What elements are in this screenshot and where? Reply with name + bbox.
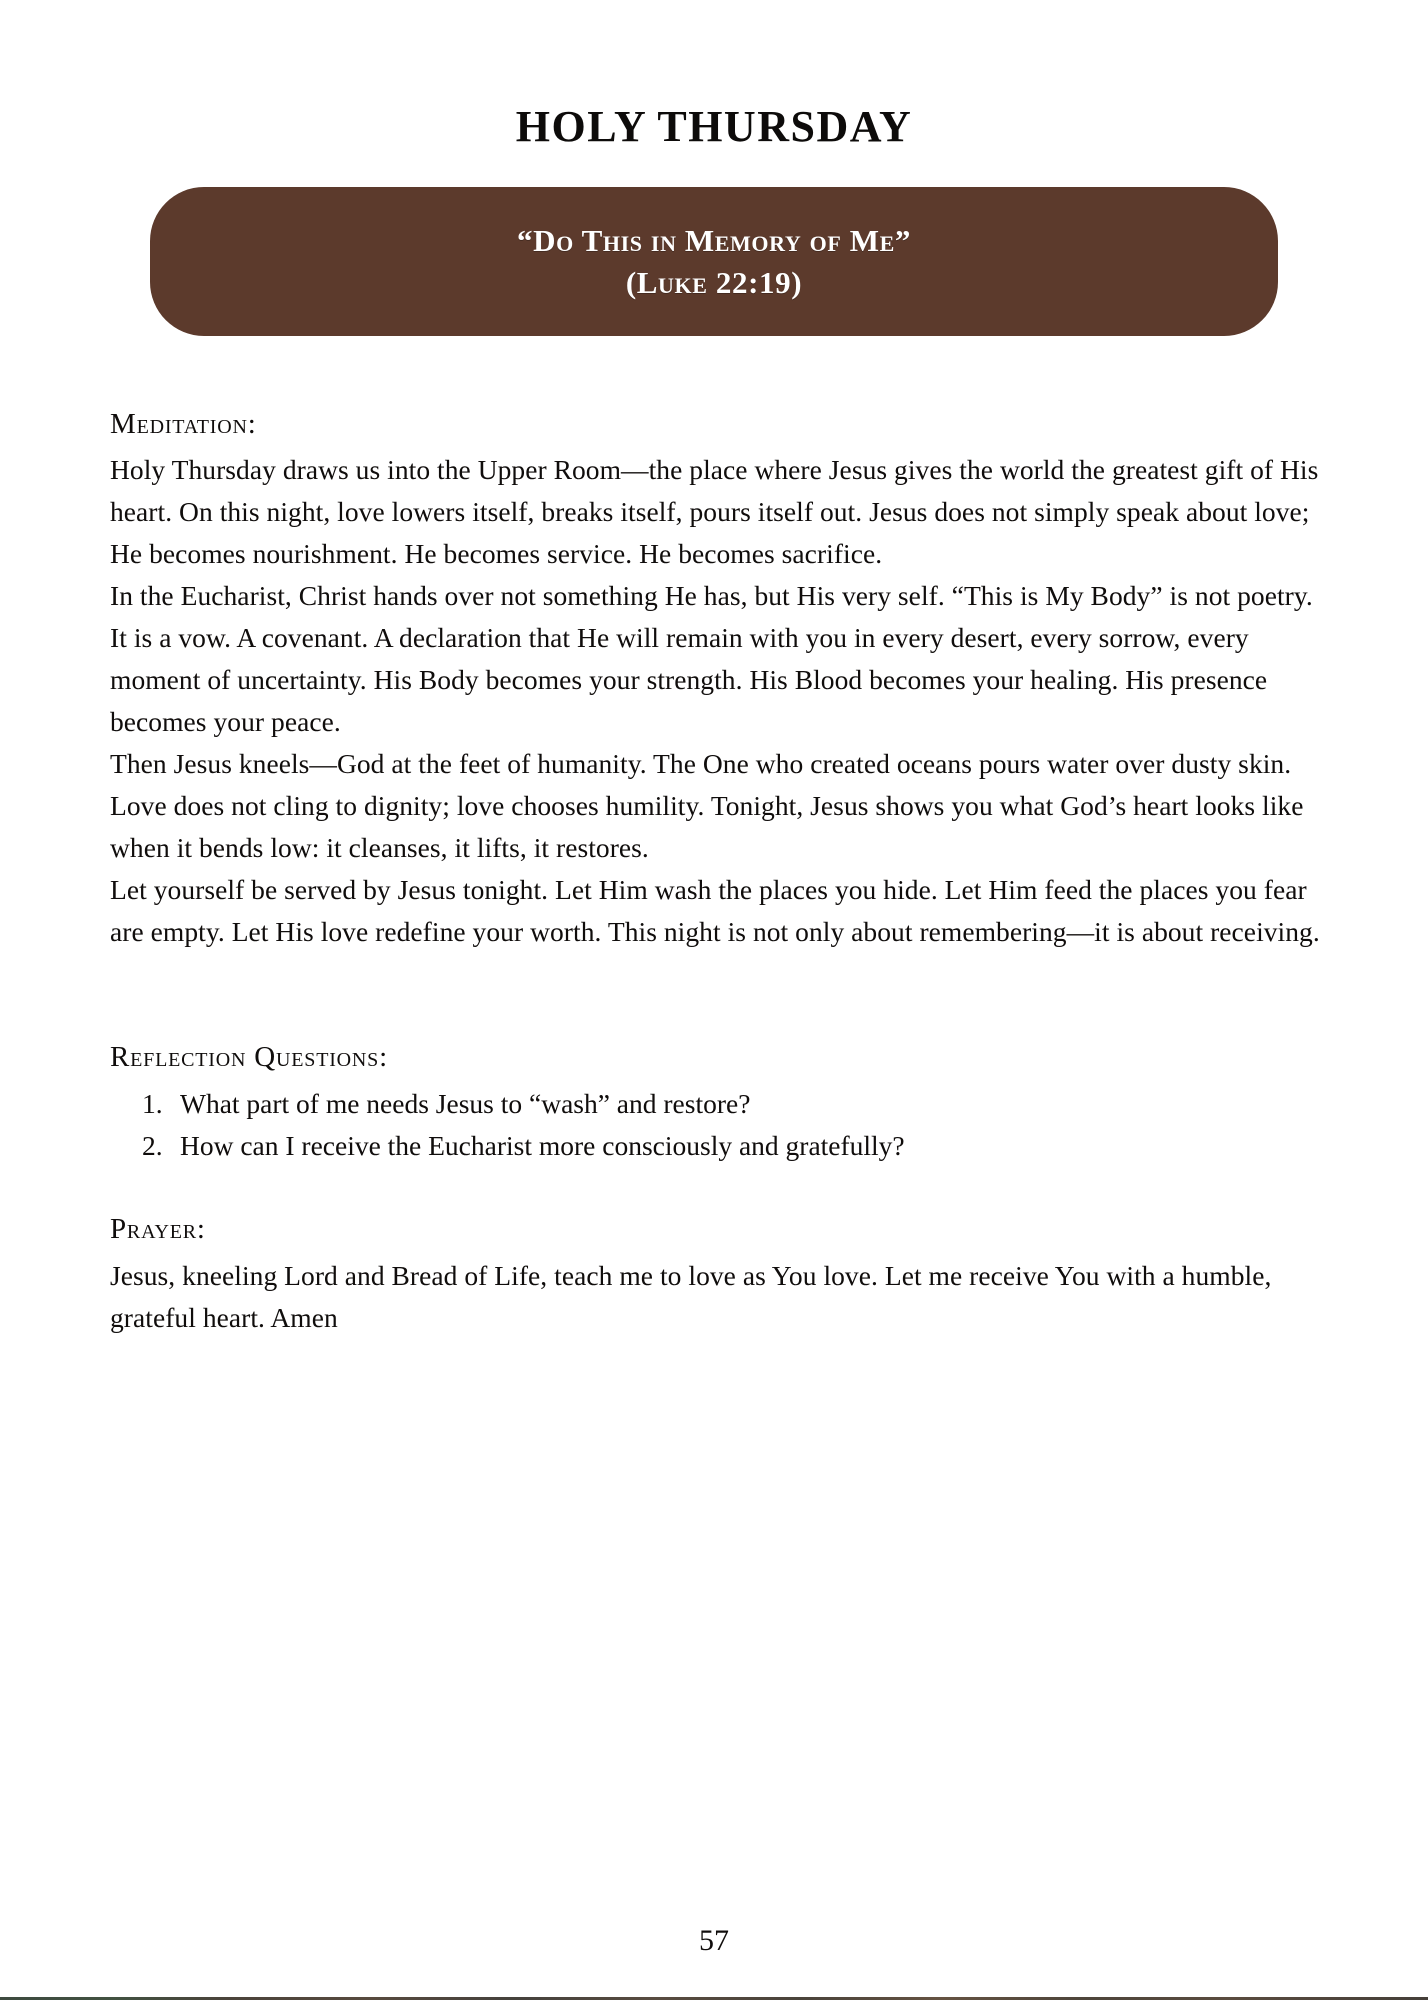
question-number: 1. (142, 1087, 163, 1119)
list-item (110, 1083, 1323, 1125)
meditation-paragraph: In the Eucharist, Christ hands over not something He has, but His very self. “This is My Body” is not poetry. It is a vow. A covenant. A declaration that He will remain with you in every desert, every sorrow, every moment of uncertainty. His Body becomes your strength. His Blood becomes your healing. His presence becomes your peace. (110, 580, 1313, 738)
verse-quote: “Do This in Memory of Me” (516, 223, 912, 259)
verse-reference: (Luke 22:19) (625, 265, 803, 301)
meditation-paragraph: Then Jesus kneels—God at the feet of humanity. The One who created oceans pours water over dusty skin. Love does not cling to dignity; love chooses humility. Tonight, Jesus shows you what God’s heart looks like when it bends low: it cleanses, it lifts, it restores. (110, 748, 1304, 864)
page-title: HOLY THURSDAY (515, 102, 913, 151)
question-number: 2. (142, 1129, 163, 1161)
list-item (110, 1125, 1323, 1167)
prayer-heading: Prayer: (110, 1212, 206, 1245)
reflection-section (110, 1039, 1323, 1167)
meditation-heading: Meditation: (110, 407, 257, 440)
reflection-heading: Reflection Questions: (110, 1041, 388, 1074)
page-number: 57 (699, 1924, 729, 1957)
reflection-question-list (110, 1083, 1323, 1167)
meditation-paragraph: Let yourself be served by Jesus tonight. Let Him wash the places you hide. Let Him feed the places you fear are empty. Let His love redefine your worth. This night is not only about remembering—it is about receiving. (110, 874, 1320, 948)
page-content (110, 336, 1323, 1339)
prayer-text: Jesus, kneeling Lord and Bread of Life, teach me to love as You love. Let me receive You with a humble, grateful heart. Amen (110, 1259, 1272, 1333)
verse-banner (150, 187, 1278, 335)
question-text: What part of me needs Jesus to “wash” and restore? (180, 1087, 751, 1119)
section-spacer (110, 953, 1323, 1039)
meditation-section (110, 406, 1323, 954)
meditation-paragraph: Holy Thursday draws us into the Upper Room—the place where Jesus gives the world the greatest gift of His heart. On this night, love lowers itself, breaks itself, pours itself out. Jesus does not simply speak about love; He becomes nourishment. He becomes service. He becomes sacrifice. (110, 454, 1319, 570)
question-text: How can I receive the Eucharist more consciously and gratefully? (180, 1129, 905, 1161)
prayer-section (110, 1211, 1323, 1339)
section-spacer (110, 1167, 1323, 1211)
